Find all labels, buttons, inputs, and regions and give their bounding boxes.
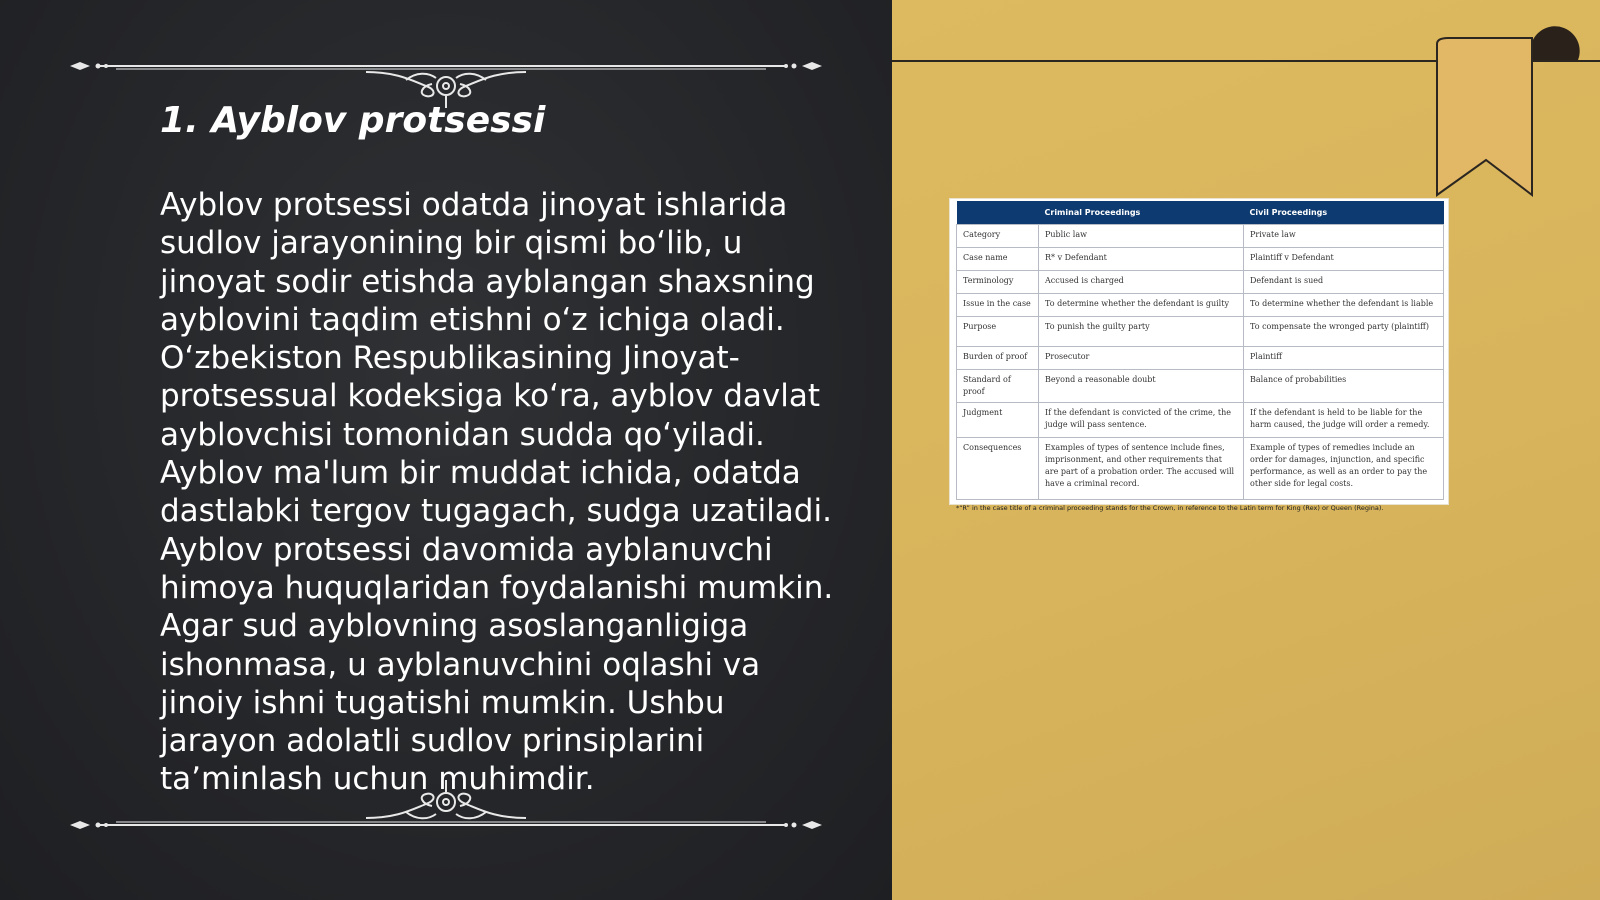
table-cell: Prosecutor [1039,347,1244,370]
row-label: Terminology [957,271,1039,294]
table-row [957,438,1444,500]
slide-body-text: Ayblov protsessi odatda jinoyat ishlarida sudlov jarayonining bir qismi bo‘lib, u jinoyat sodir etishda ayblangan shaxsning ayblovini taqdim etishni o‘z ichiga oladi. O‘zbekiston Respublikasining Jinoyat-protsessual kodeksiga ko‘ra, ayblov davlat ayblovchisi tomonidan sudda qo‘yiladi. Ayblov ma'lum bir muddat ichida, odatda dastlabki tergov tugagach, sudga uzatiladi. Ayblov protsessi davomida ayblanuvchi himoya huquqlaridan foydalanishi mumkin. Agar sud ayblovning asoslanganligiga ishonmasa, u ayblanuvchini oqlashi va jinoiy ishni tugatishi mumkin. Ushbu jarayon adolatli sudlov prinsiplarini ta’minlash uchun muhimdir. [160,187,834,798]
row-label: Standard of proof [957,370,1039,403]
row-label: Purpose [957,317,1039,347]
row-label: Judgment [957,403,1039,438]
table-row [957,294,1444,317]
table-row [957,317,1444,347]
table-cell: Plaintiff v Defendant [1244,248,1444,271]
table-cell: Public law [1039,225,1244,248]
table-cell: Beyond a reasonable doubt [1039,370,1244,403]
table-cell: To determine whether the defendant is liable [1244,294,1444,317]
row-label: Case name [957,248,1039,271]
table-row [957,248,1444,271]
header-cell [957,201,1039,225]
row-label: Burden of proof [957,347,1039,370]
table-footnote: *“R” in the case title of a criminal proceeding stands for the Crown, in reference to the Latin term for King (Rex) or Queen (Regina). [956,504,1384,512]
header-cell: Criminal Proceedings [1039,201,1244,225]
table-cell: R* v Defendant [1039,248,1244,271]
header-cell: Civil Proceedings [1244,201,1444,225]
table-cell: Private law [1244,225,1444,248]
row-label: Consequences [957,438,1039,500]
table-row [957,347,1444,370]
table-cell: To punish the guilty party [1039,317,1244,347]
table-header-row [957,201,1444,225]
table-cell: Examples of types of sentence include fines, imprisonment, and other requirements that are part of a probation order. The accused will have a criminal record. [1039,438,1244,500]
table-row [957,271,1444,294]
table-cell: Example of types of remedies include an order for damages, injunction, and specific performance, as well as an order to pay the other side for legal costs. [1244,438,1444,500]
bookmark-ribbon-decoration [892,0,1600,200]
table-cell: If the defendant is held to be liable for the harm caused, the judge will order a remedy. [1244,403,1444,438]
table-cell: If the defendant is convicted of the crime, the judge will pass sentence. [1039,403,1244,438]
row-label: Issue in the case [957,294,1039,317]
row-label: Category [957,225,1039,248]
table-row [957,225,1444,248]
table-cell: To determine whether the defendant is guilty [1039,294,1244,317]
table-row [957,403,1444,438]
table-cell: Plaintiff [1244,347,1444,370]
table-cell: Defendant is sued [1244,271,1444,294]
table-row [957,370,1444,403]
comparison-table-image [950,199,1448,512]
table-cell: Accused is charged [1039,271,1244,294]
comparison-table [956,201,1444,500]
slide-title: 1. Ayblov protsessi [160,100,546,141]
table-cell: To compensate the wronged party (plaintiff) [1244,317,1444,347]
table-cell: Balance of probabilities [1244,370,1444,403]
bottom-ornament-divider [66,772,826,832]
